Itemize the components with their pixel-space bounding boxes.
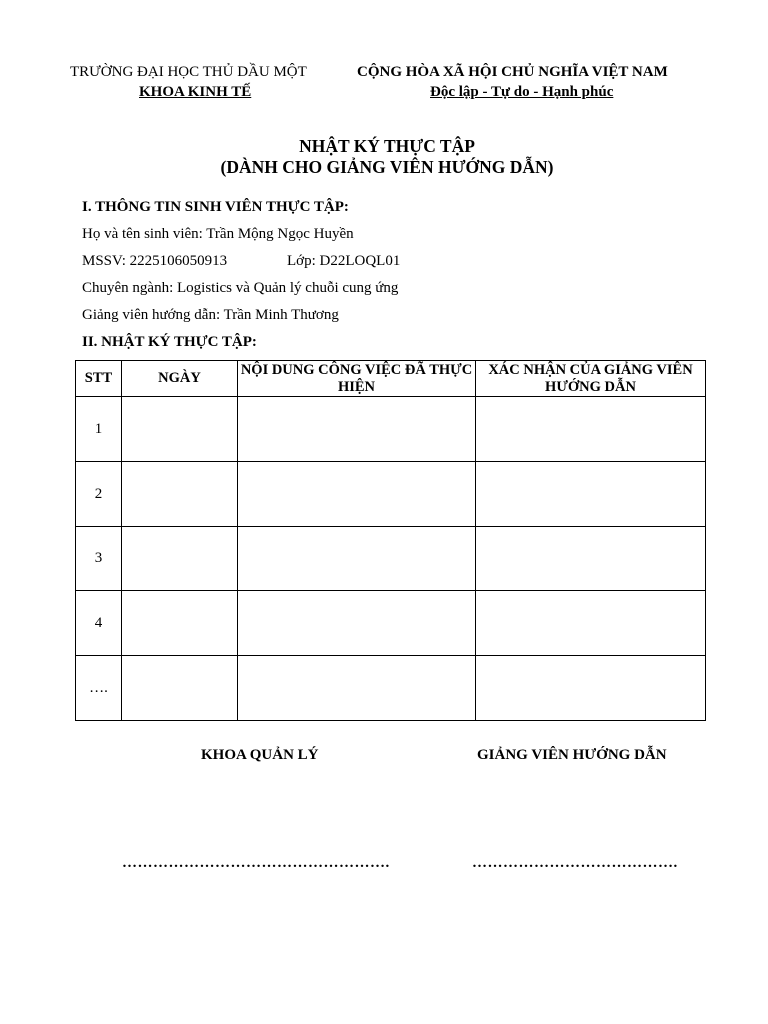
republic-name: CỘNG HÒA XÃ HỘI CHỦ NGHĨA VIỆT NAM <box>357 64 668 80</box>
advisor-name: Giảng viên hướng dẫn: Trần Minh Thương <box>82 307 339 323</box>
table-row <box>76 462 706 527</box>
student-class: Lớp: D22LOQL01 <box>287 253 401 269</box>
column-header-content: NỘI DUNG CÔNG VIỆC ĐÃ THỰC HIỆN <box>238 361 476 397</box>
internship-log-table <box>75 360 706 721</box>
date-cell[interactable] <box>122 591 238 656</box>
date-cell[interactable] <box>122 462 238 527</box>
column-header-stt: STT <box>76 361 122 397</box>
document-title: NHẬT KÝ THỰC TẬP <box>299 136 475 156</box>
content-cell[interactable] <box>238 462 476 527</box>
student-id: MSSV: 2225106050913 <box>82 253 228 269</box>
row-number: 4 <box>76 591 122 656</box>
faculty-name: KHOA KINH TẾ <box>139 84 252 100</box>
student-major: Chuyên ngành: Logistics và Quản lý chuỗi cung ứng <box>82 280 399 296</box>
date-cell[interactable] <box>122 397 238 462</box>
document-subtitle: (DÀNH CHO GIẢNG VIÊN HƯỚNG DẪN) <box>220 157 554 177</box>
section-log-heading: II. NHẬT KÝ THỰC TẬP: <box>82 334 257 350</box>
national-motto: Độc lập - Tự do - Hạnh phúc <box>430 84 614 100</box>
row-number: 2 <box>76 462 122 527</box>
advisor-signature-line: …………………………………. <box>472 855 678 871</box>
row-number: …. <box>76 656 122 721</box>
confirmation-cell[interactable] <box>476 656 706 721</box>
date-cell[interactable] <box>122 527 238 591</box>
faculty-signature-label: KHOA QUẢN LÝ <box>201 747 319 763</box>
row-number: 3 <box>76 527 122 591</box>
row-number: 1 <box>76 397 122 462</box>
student-name: Họ và tên sinh viên: Trần Mộng Ngọc Huyền <box>82 226 354 242</box>
confirmation-cell[interactable] <box>476 527 706 591</box>
university-name: TRƯỜNG ĐẠI HỌC THỦ DẦU MỘT <box>70 64 307 80</box>
table-row <box>76 527 706 591</box>
content-cell[interactable] <box>238 527 476 591</box>
faculty-signature-line: ……………………………………………. <box>122 855 390 871</box>
content-cell[interactable] <box>238 591 476 656</box>
confirmation-cell[interactable] <box>476 397 706 462</box>
date-cell[interactable] <box>122 656 238 721</box>
table-header-row <box>76 361 706 397</box>
confirmation-cell[interactable] <box>476 591 706 656</box>
content-cell[interactable] <box>238 397 476 462</box>
column-header-confirmation: XÁC NHẬN CỦA GIẢNG VIÊN HƯỚNG DẪN <box>476 361 706 397</box>
column-header-date: NGÀY <box>122 361 238 397</box>
table-row <box>76 656 706 721</box>
section-student-info-heading: I. THÔNG TIN SINH VIÊN THỰC TẬP: <box>82 199 349 215</box>
table-row <box>76 397 706 462</box>
table-row <box>76 591 706 656</box>
content-cell[interactable] <box>238 656 476 721</box>
confirmation-cell[interactable] <box>476 462 706 527</box>
advisor-signature-label: GIẢNG VIÊN HƯỚNG DẪN <box>477 747 667 763</box>
